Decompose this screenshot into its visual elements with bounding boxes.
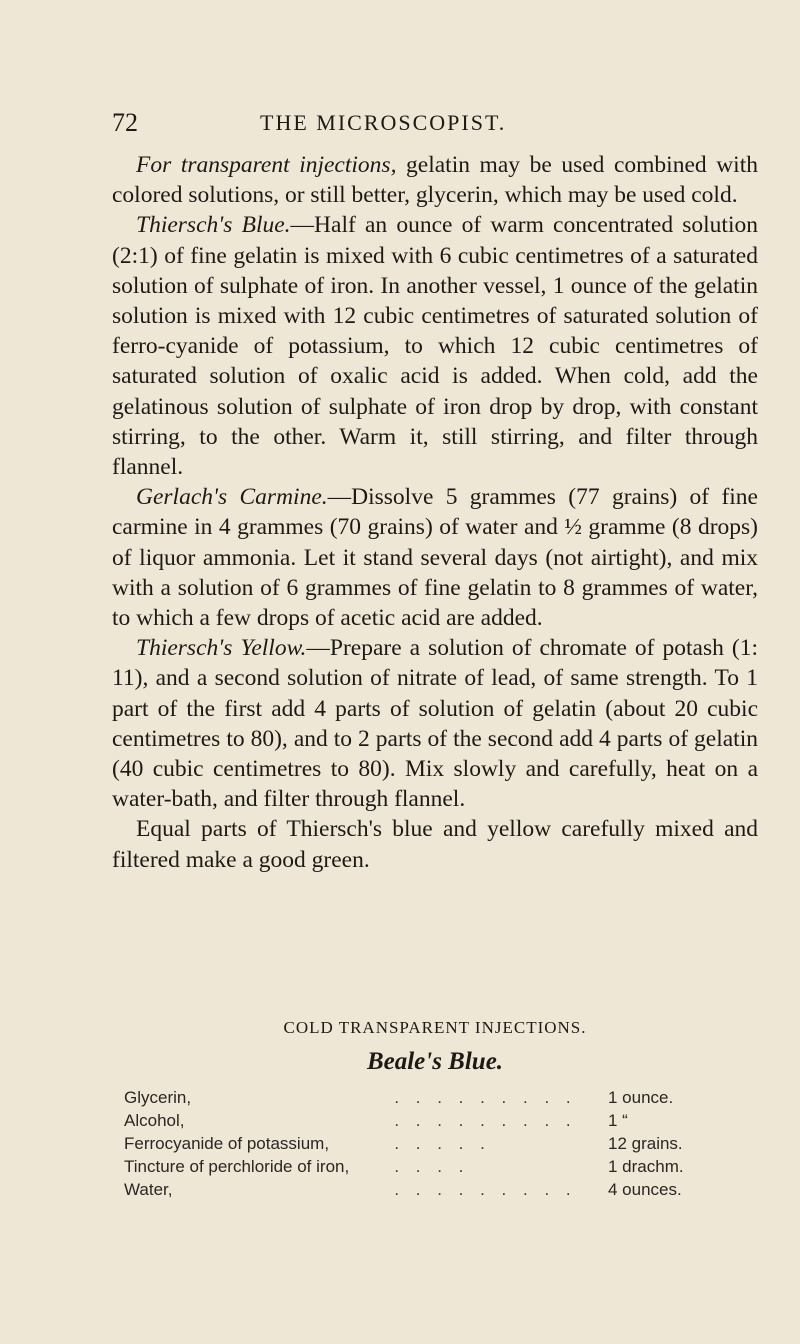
ingredient-row — [124, 1111, 720, 1134]
paragraph — [112, 210, 758, 482]
ingredient-name: Glycerin, — [124, 1088, 192, 1107]
recipe-title: Beale's Blue. — [366, 1048, 504, 1075]
paragraph-lead: Gerlach's Carmine. — [136, 484, 328, 511]
ingredient-name: Tincture of perchloride of iron, — [124, 1157, 350, 1176]
leader-dots: . . . . . . . . . — [394, 1180, 577, 1199]
paragraph-text: —Dissolve 5 grammes (77 grains) of fine carmine in 4 grammes (70 grains) of water and ½ gramme (8 drops) of liquor ammonia. Let it stand several days (not airtight), and mix with a solution of 6 grammes of fine gelatin to 8 grammes of water, to which a few drops of acetic acid are added. — [112, 484, 758, 632]
paragraph — [112, 814, 758, 874]
ingredient-row — [124, 1088, 720, 1111]
running-head: THE MICROSCOPIST. — [260, 110, 507, 135]
injections-section — [112, 1018, 758, 1203]
ingredient-name: Ferrocyanide of potassium, — [124, 1134, 330, 1153]
leader-dots: . . . . — [394, 1157, 470, 1176]
ingredient-amount: 1 drachm. — [608, 1157, 684, 1176]
paragraph-text: gelatin may be used combined with colored solutions, or still better, glycerin, which may be used cold. — [112, 152, 758, 209]
ingredient-amount: 4 ounces. — [608, 1180, 682, 1199]
ingredient-row — [124, 1180, 720, 1203]
paragraph-text: —Half an ounce of warm concentrated solution (2:1) of fine gelatin is mixed with 6 cubic centimetres of a saturated solution of sulphate of iron. In another vessel, 1 ounce of the gelatin solution is mixed with 12 cubic centimetres of saturated solution of ferro-cyanide of potassium, to which 12 cubic centimetres of saturated solution of oxalic acid is added. When cold, add the gelatinous solution of sulphate of iron drop by drop, with constant stirring, to the other. Warm it, still stirring, and filter through flannel. — [112, 212, 758, 481]
page-header — [112, 108, 758, 140]
paragraph — [112, 150, 758, 210]
body-text — [112, 150, 758, 875]
paragraph-lead: Thiersch's Blue. — [136, 212, 291, 239]
paragraph — [112, 482, 758, 633]
leader-dots: . . . . . . . . . — [394, 1088, 577, 1107]
ingredient-row — [124, 1157, 720, 1180]
ingredient-table — [124, 1088, 720, 1203]
ingredient-amount: 1 “ — [608, 1111, 628, 1130]
page-number: 72 — [112, 108, 138, 137]
paragraph-text: —Prepare a solution of chromate of potash (1: 11), and a second solution of nitrate of lead, of same strength. To 1 part of the first add 4 parts of solution of gelatin (about 20 cubic centimetres to 80), and to 2 parts of the second add 4 parts of gelatin (40 cubic centimetres to 80). Mix slowly and carefully, heat on a water-bath, and filter through flannel. — [112, 635, 758, 813]
paragraph-lead: For transparent injections, — [136, 152, 397, 178]
paragraph-lead: Thiersch's Yellow. — [136, 635, 307, 662]
ingredient-name: Water, — [124, 1180, 173, 1199]
leader-dots: . . . . . . . . . — [394, 1111, 577, 1130]
section-heading: COLD TRANSPARENT INJECTIONS. — [283, 1018, 587, 1037]
paragraph-text: Equal parts of Thiersch's blue and yellow carefully mixed and filtered make a good green. — [112, 816, 758, 873]
ingredient-amount: 1 ounce. — [608, 1088, 674, 1107]
ingredient-row — [124, 1134, 720, 1157]
leader-dots: . . . . . — [394, 1134, 491, 1153]
ingredient-name: Alcohol, — [124, 1111, 185, 1130]
ingredient-amount: 12 grains. — [608, 1134, 683, 1153]
paragraph — [112, 633, 758, 814]
